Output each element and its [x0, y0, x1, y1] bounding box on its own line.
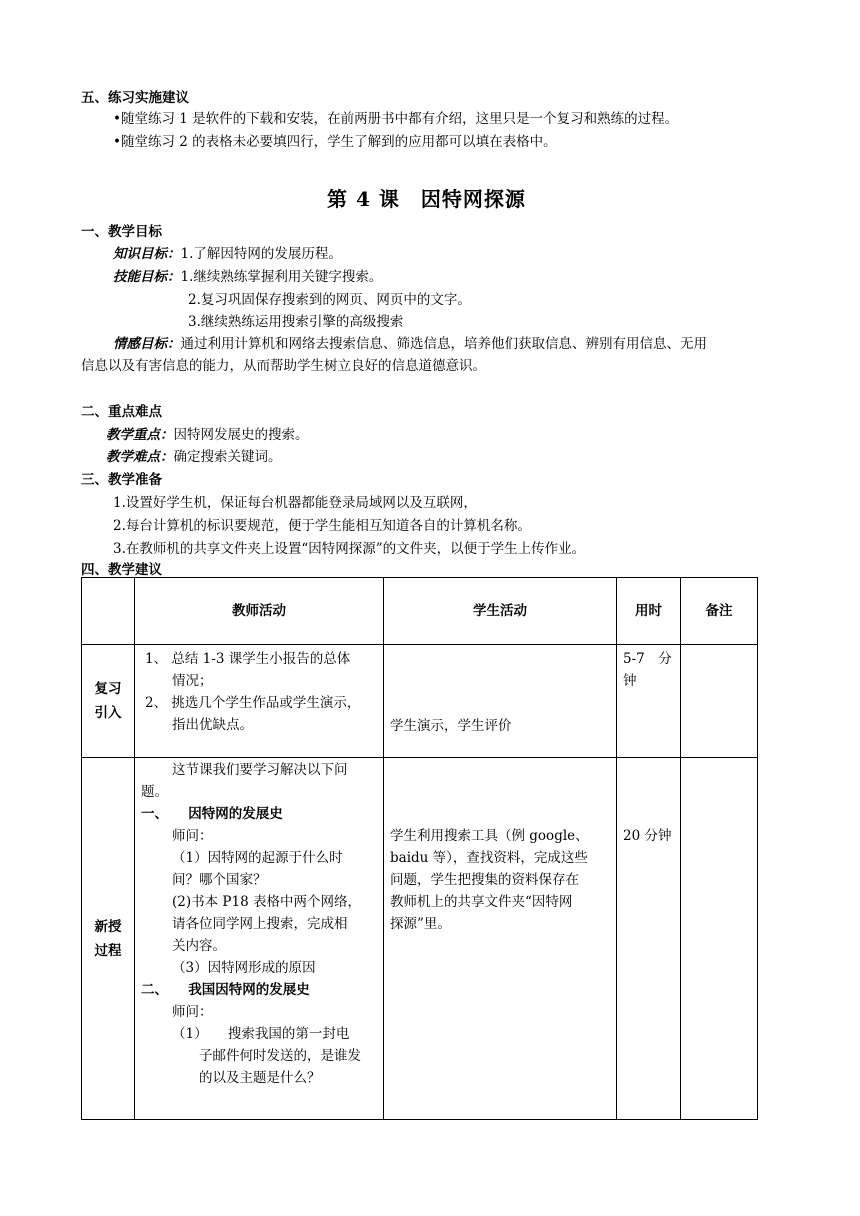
note-cell	[681, 645, 758, 758]
key-label: 教学重点：	[106, 427, 174, 443]
section5-bullet: •随堂练习 1 是软件的下载和安装，在前两册书中都有介绍，这里只是一个复习和熟练的过程。	[113, 111, 679, 127]
student-activity: 学生利用搜索工具（例 google、 baidu 等），查找资料，完成这些 问题，学生把搜集的资料保存在 教师机上的共享文件夹“因特网 探源”里。	[384, 758, 617, 1120]
skill-item: 1.继续熟练掌握利用关键字搜索。	[180, 269, 383, 285]
section5-heading: 五、练习实施建议	[81, 90, 189, 106]
suggest-heading: 四、教学建议	[81, 562, 162, 578]
teacher-activity: 这节课我们要学习解决以下问 题。 一、 因特网的发展史 师问： （1）因特网的起源于什么时 间？哪个国家？ (2)书本 P18 表格中两个网络， 请各位同学网上搜索，完成相 关内容。 （3）因特网形成的原因 二、 我国因特网的发展史 师问： （1） 搜索我国的第一封电 子邮件何时发送的，是谁发 的以及主题是什么？	[135, 758, 384, 1120]
key-text: 因特网发展史的搜索。	[173, 427, 309, 443]
skill-goal	[113, 265, 382, 285]
header-note: 备注	[681, 578, 758, 645]
knowledge-label: 知识目标：	[113, 246, 181, 262]
header-student: 学生活动	[384, 578, 617, 645]
lesson-title: 第 4 课 因特网探源	[327, 187, 526, 211]
emotion-label: 情感目标：	[113, 336, 181, 352]
teacher-activity: 1、 总结 1-3 课学生小报告的总体 情况； 2、 挑选几个学生作品或学生演示， 指出优缺点。	[135, 645, 384, 758]
goals-heading: 一、教学目标	[81, 224, 162, 240]
prep-item: 2.每台计算机的标识要规范，便于学生能相互知道各自的计算机名称。	[113, 518, 531, 534]
time-cell: 20 分钟	[617, 758, 681, 1120]
row-label: 复习 引入	[82, 645, 135, 758]
knowledge-text: 1.了解因特网的发展历程。	[180, 246, 342, 262]
skill-item: 3.继续熟练运用搜索引擎的高级搜索	[188, 314, 404, 330]
section5-bullet: •随堂练习 2 的表格未必要填四行，学生了解到的应用都可以填在表格中。	[113, 134, 557, 150]
prep-item: 1.设置好学生机，保证每台机器都能登录局域网以及互联网，	[113, 495, 477, 511]
note-cell	[681, 758, 758, 1120]
time-cell: 5-7 分 钟	[617, 645, 681, 758]
teaching-plan-table	[81, 577, 758, 1120]
table-row	[82, 758, 758, 1120]
prep-item: 3.在教师机的共享文件夹上设置“因特网探源”的文件夹，以便于学生上传作业。	[113, 541, 586, 557]
header-teacher: 教师活动	[135, 578, 384, 645]
key-point	[106, 423, 309, 443]
table-row	[82, 645, 758, 758]
emotion-text: 通过利用计算机和网络去搜索信息、筛选信息，培养他们获取信息、辨别有用信息、无用	[180, 336, 707, 352]
knowledge-goal	[113, 242, 342, 262]
emotion-goal	[113, 332, 707, 352]
skill-label: 技能目标：	[113, 269, 181, 285]
student-activity: 学生演示，学生评价	[384, 645, 617, 758]
difficult-point	[106, 445, 282, 465]
header-time: 用时	[617, 578, 681, 645]
table-header-row	[82, 578, 758, 645]
difficult-text: 确定搜索关键词。	[173, 449, 282, 465]
skill-item: 2.复习巩固保存搜索到的网页、网页中的文字。	[188, 292, 471, 308]
row-label: 新授 过程	[82, 758, 135, 1120]
keypoints-heading: 二、重点难点	[81, 404, 162, 420]
emotion-text-cont: 信息以及有害信息的能力，从而帮助学生树立良好的信息道德意识。	[81, 358, 486, 374]
prep-heading: 三、教学准备	[81, 472, 162, 488]
header-cell	[82, 578, 135, 645]
difficult-label: 教学难点：	[106, 449, 174, 465]
